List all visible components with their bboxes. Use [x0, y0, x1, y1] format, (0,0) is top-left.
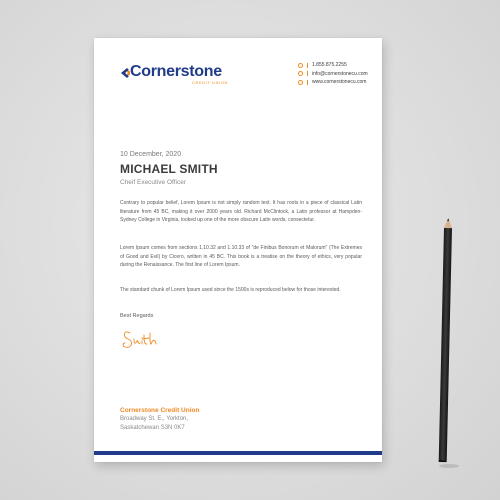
contact-website-row [298, 78, 378, 86]
contact-email: info@cornerstonecu.com [312, 70, 368, 77]
contact-phone-row [298, 61, 378, 69]
footer-address-line: Broadway St. E., Yorkton, [120, 416, 189, 422]
letter-paragraph: Contrary to popular belief, Lorem Ipsum is not simply random text. It has roots in a piece of classical Latin literature from 45 BC, making it over 2000 years old. Richard McClintock, a Latin professor at Hampden-Sydney College in Virginia, looked up one of the more obscure Latin words, consectetur. [120, 200, 362, 223]
contact-block [298, 61, 378, 87]
recipient-name: MICHAEL SMITH [120, 162, 218, 176]
contact-divider [307, 71, 308, 76]
footer-bar [94, 451, 382, 455]
company-logo [120, 64, 240, 86]
closing: Best Regards [120, 313, 154, 319]
contact-email-row [298, 70, 378, 78]
letterhead-page [94, 38, 382, 462]
letter-paragraph: Lorem Ipsum comes from sections 1.10.32 and 1.10.33 of "de Finibus Bonorum et Malorum" (The Extremes of Good and Evil) by Cicero, written in 45 BC. This book is a treatise on the theory of ethics, very popular during the Renaissance. The first line of Lorem Ipsum. [120, 245, 362, 268]
contact-website: www.cornerstonecu.com [312, 79, 367, 85]
letter-date: 10 December, 2020 [120, 151, 182, 158]
footer-address-line: Saskatchewan S3N 0K7 [120, 425, 185, 431]
contact-phone: 1.855.875.2255 [312, 62, 347, 68]
letter-paragraph: The standard chunk of Lorem Ipsum used since the 1500s is reproduced below for those interested. [120, 287, 341, 293]
phone-icon [298, 63, 303, 68]
logo-wordmark: Cornerstone [130, 63, 222, 80]
handwritten-signature [120, 325, 160, 353]
contact-divider [307, 63, 308, 68]
contact-divider [307, 80, 308, 85]
footer-company: Cornerstone Credit Union [120, 407, 200, 414]
globe-icon [298, 80, 303, 85]
logo-tagline: CREDIT UNION [192, 80, 229, 85]
mail-icon [298, 71, 303, 76]
recipient-title: Cheif Executive Officer [120, 179, 186, 186]
